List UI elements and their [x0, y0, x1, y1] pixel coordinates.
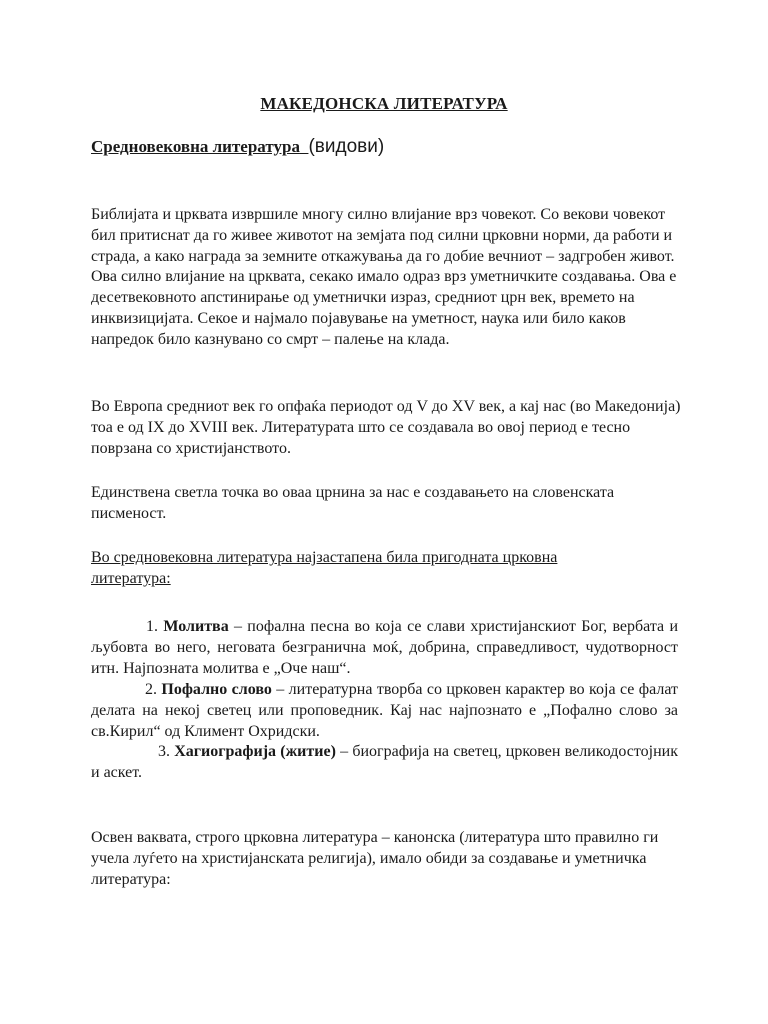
- list-item: [91, 617, 678, 679]
- section-heading: [91, 136, 384, 158]
- paragraph-closing: Освен ваквата, строго црковна литература – канонска (литература што правилно ги учела луѓето на христијанската религија), имало обиди за создавање и уметничка литература:: [91, 829, 659, 888]
- list-item-number: 1.: [146, 618, 158, 635]
- list-item-number: 2.: [145, 681, 157, 698]
- list-item: [91, 680, 678, 742]
- paragraph-intro: Библијата и црквата извршиле многу силно влијание врз човекот. Со векови човекот бил притиснат да го живее животот на земјата под силни црковни норми, да работи и страда, а како награда за земните откажувања да го добие вечниот – задгробен живот. Ова силно влијание на црквата, секако имало одраз врз уметничките создавања. Ова е десетвековното апстинирање од уметнички израз, средниот црн век, времето на инквизицијата. Секое и најмало појавување на уметност, наука или било каков напредок било казнувано со смрт – палење на клада.: [91, 206, 677, 348]
- list-item-text: – пофална песна во која се слави христијанскиот Бог, вербата и љубовта во него, неговата безгранична моќ, добрина, справедливост, чудотворност итн. Најпозната молитва е „Оче наш“.: [91, 618, 679, 677]
- section-heading-note: (видови): [308, 136, 385, 157]
- list-item-text: – литературна творба со црковен карактер во која се фалат делата на некој светец или проповедник. Кај нас најпознато е „Пофално слово за св.Кирил“ од Климент Охридски.: [91, 681, 679, 740]
- list-item-term: Хагиографија (житие): [174, 743, 336, 760]
- list-item-number: 3.: [158, 743, 170, 760]
- section-heading-bold: Средновековна литература: [91, 137, 300, 156]
- document-title: МАКЕДОНСКА ЛИТЕРАТУРА: [260, 94, 508, 113]
- paragraph-list-intro: Во средновековна литература најзастапена била пригодната црковна литература:: [91, 549, 558, 587]
- list-item-term: Молитва: [163, 618, 229, 635]
- paragraph-periods: Во Европа средниот век го опфаќа периодот од V до XV век, а кај нас (во Македонија) тоа е од IX до XVIII век. Литературата што се создавала во овој период е тесно поврзана со христијанството.: [91, 398, 681, 457]
- list-item: [91, 742, 678, 784]
- paragraph-literacy: Единствена светла точка во оваа црнина за нас е создавањето на словенската писменост.: [91, 484, 615, 522]
- list-item-text: – биографија на светец, црковен великодостојник и аскет.: [91, 743, 678, 781]
- list-item-term: Пофално слово: [161, 681, 272, 698]
